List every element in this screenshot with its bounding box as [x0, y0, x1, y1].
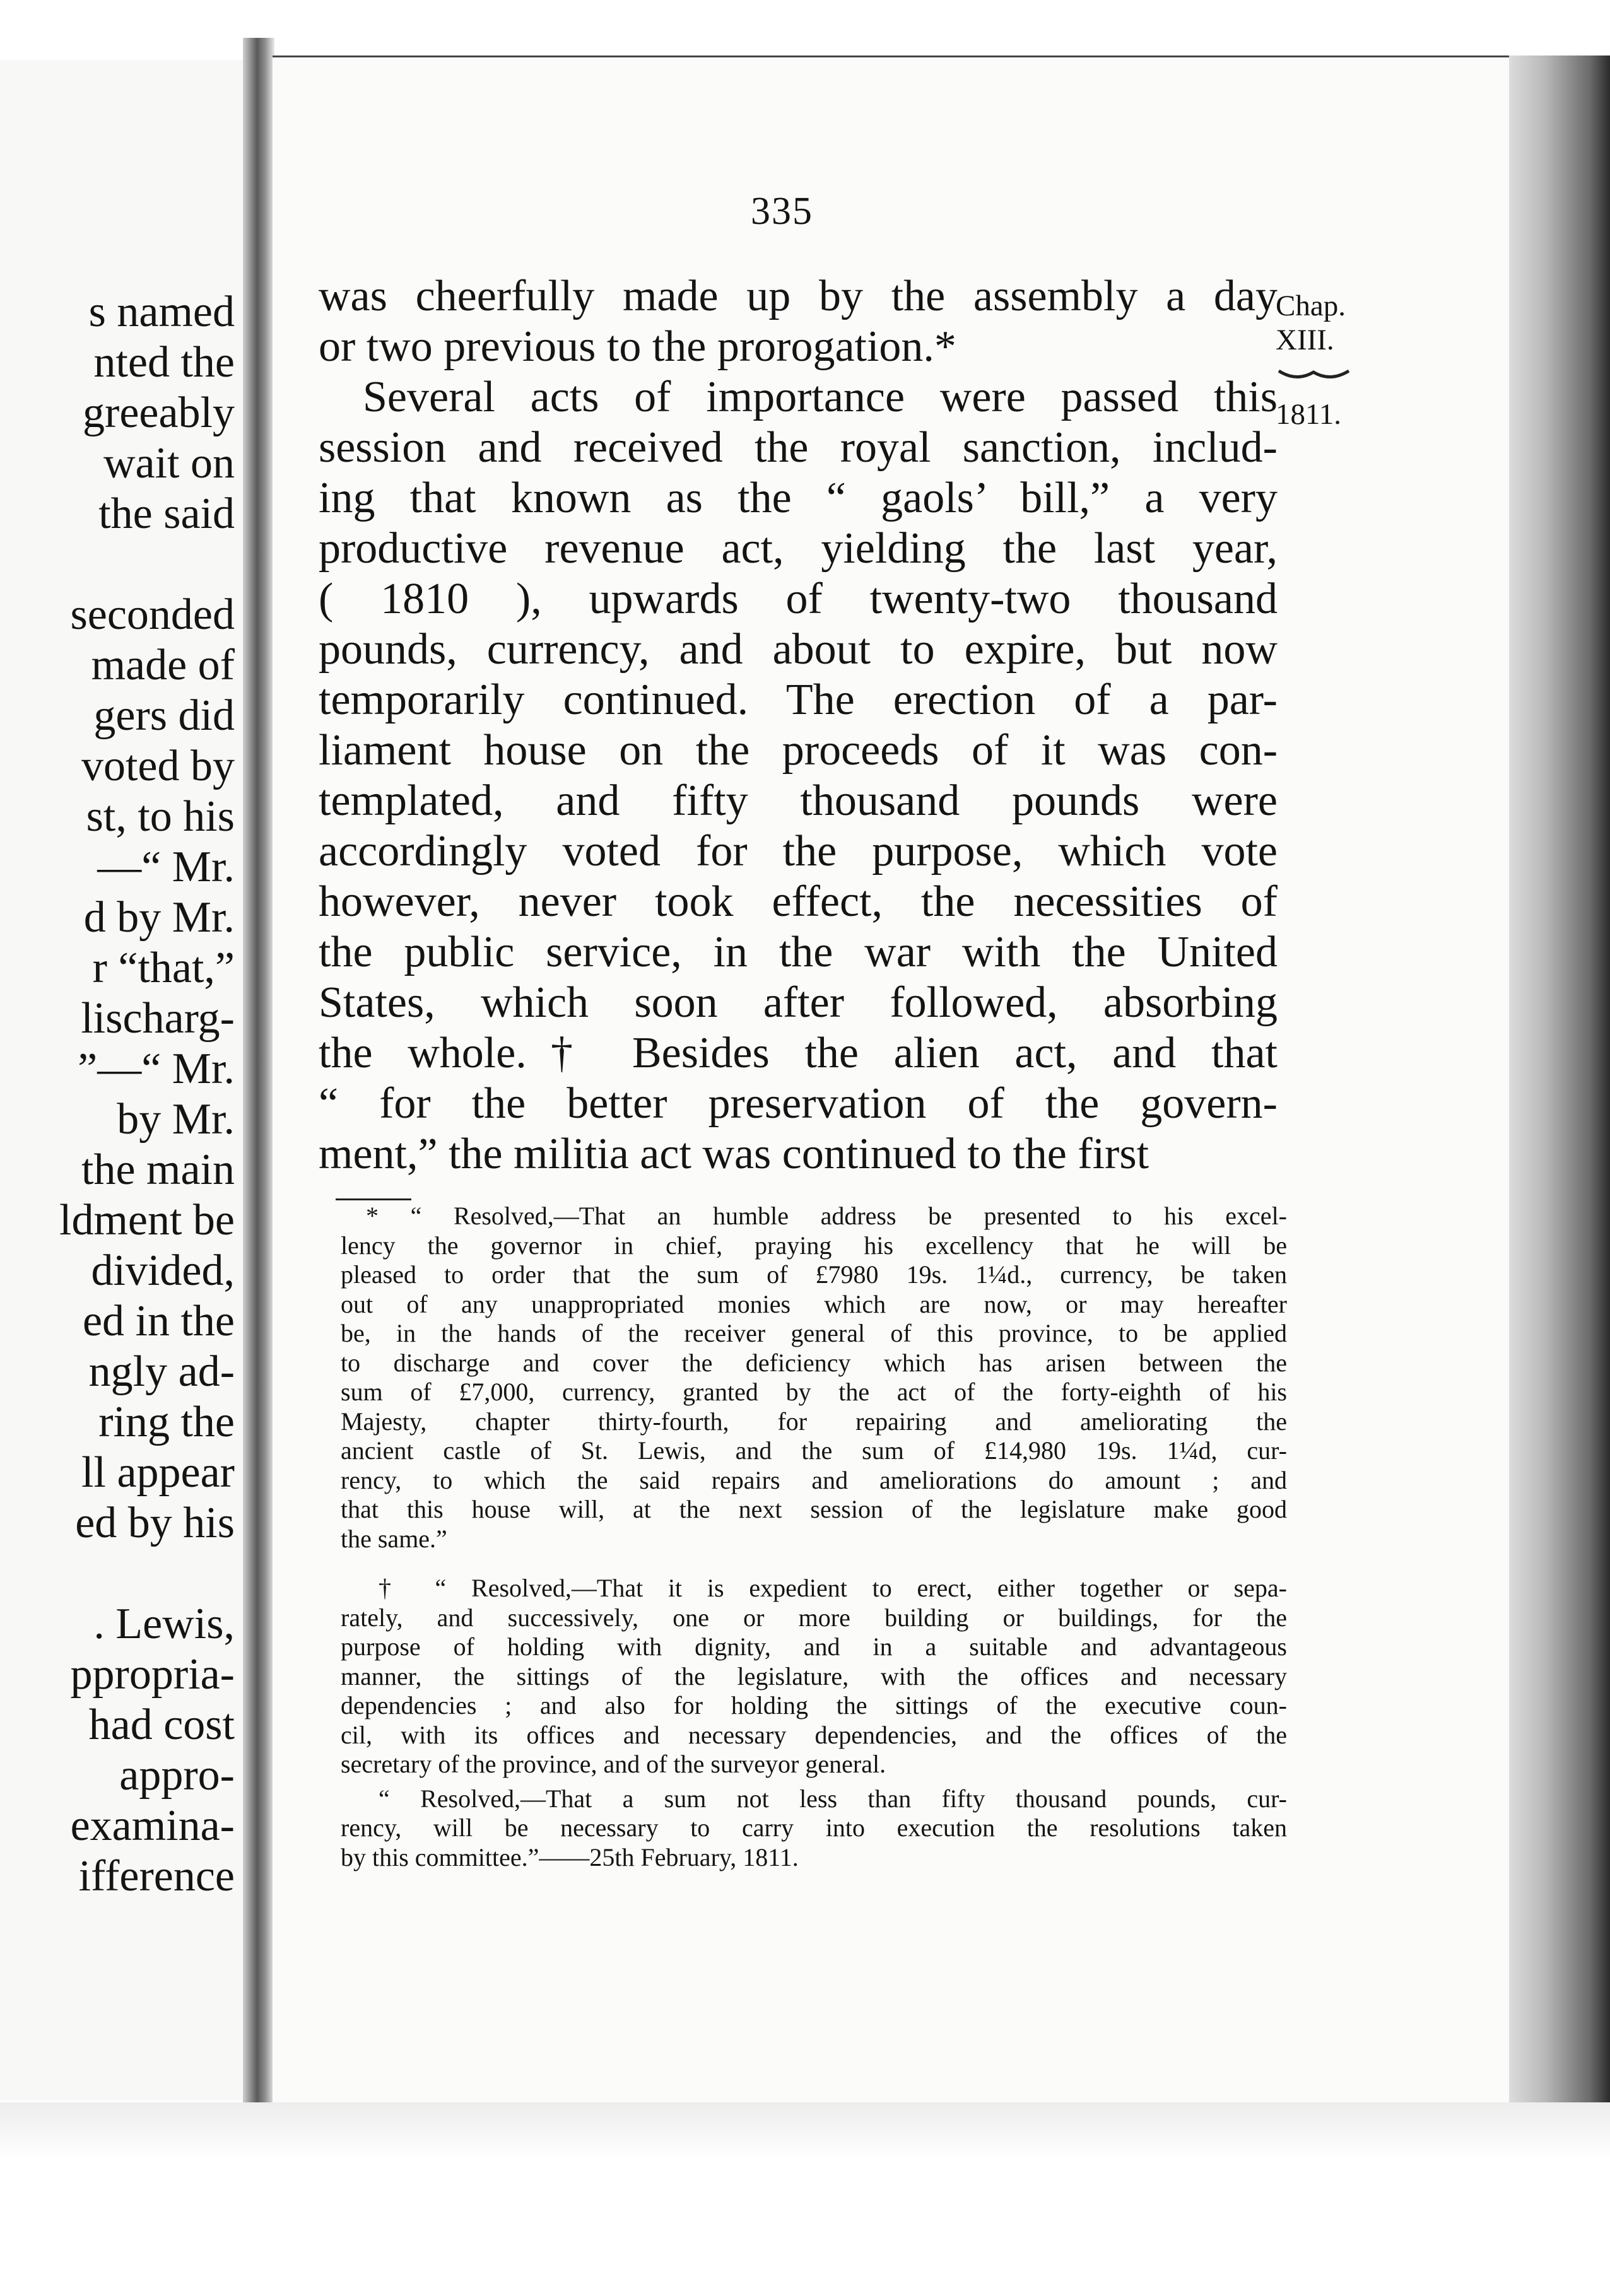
body-text-line: was cheerfully made up by the assembly a day: [319, 272, 1278, 320]
left-page-line: the main: [81, 1145, 235, 1194]
left-page-line: . Lewis,: [93, 1600, 235, 1648]
left-page-line: examina-: [70, 1801, 235, 1850]
footnote-line: purpose of holding with dignity, and in a suitable and advantageous: [341, 1632, 1287, 1661]
footnote-line: rately, and successively, one or more building or buildings, for the: [341, 1603, 1287, 1632]
footnote-line: out of any unappropriated monies which are now, or may hereafter: [341, 1289, 1287, 1318]
footnote-line: to discharge and cover the deficiency which has arisen between the: [341, 1348, 1287, 1377]
footnote-line: † “ Resolved,—That it is expedient to erect, either together or sepa-: [379, 1574, 1287, 1602]
left-page-line: nted the: [93, 338, 235, 387]
footnote-line: manner, the sittings of the legislature, with the offices and necessary: [341, 1661, 1287, 1690]
footnotes: [341, 1202, 1287, 1872]
body-text-line: the whole.† Besides the alien act, and that: [319, 1029, 1278, 1077]
footnote-line: lency the governor in chief, praying his excellency that he will be: [341, 1231, 1287, 1260]
margin-brace-ornament: [1278, 366, 1350, 385]
left-page-line: lischarg-: [81, 994, 235, 1043]
body-text-line: ment,” the militia act was continued to the first: [319, 1130, 1149, 1178]
left-page-line: divided,: [91, 1246, 235, 1295]
footnote-line: Majesty, chapter thirty-fourth, for repairing and ameliorating the: [341, 1407, 1287, 1436]
footnote-dagger: [341, 1574, 1287, 1779]
left-page-line: seconded: [70, 590, 235, 639]
left-page-line: wait on: [103, 439, 235, 488]
body-text-line: ing that known as the “ gaols’ bill,” a very: [319, 474, 1278, 522]
page-number: 335: [751, 190, 813, 233]
footnote-spacer: [341, 1554, 1287, 1574]
body-text-line: liament house on the proceeds of it was con-: [319, 726, 1278, 775]
body-text-line: ( 1810 ), upwards of twenty-two thousand: [319, 575, 1278, 623]
body-text-line: session and received the royal sanction, includ-: [319, 423, 1278, 472]
left-page-line: by Mr.: [117, 1095, 235, 1144]
footnote-line: rency, will be necessary to carry into execution the resolutions taken: [341, 1813, 1287, 1842]
main-body-text: [319, 271, 1278, 1180]
left-page-line: ring the: [98, 1398, 235, 1446]
left-page-line: ed by his: [75, 1499, 235, 1547]
footnote-line: ancient castle of St. Lewis, and the sum of £14,980 19s. 1¼d, cur-: [341, 1436, 1287, 1465]
body-text-line: “ for the better preservation of the govern-: [319, 1079, 1278, 1128]
margin-year: 1811.: [1276, 398, 1342, 431]
margin-chapter-number: XIII.: [1276, 324, 1334, 356]
left-page-line: ”—“ Mr.: [78, 1045, 235, 1093]
left-page-line: appro-: [119, 1751, 235, 1800]
footnote-line: pleased to order that the sum of £7980 19s. 1¼d., currency, be taken: [341, 1260, 1287, 1289]
left-page-line: —“ Mr.: [97, 843, 235, 891]
body-text-line: templated, and fifty thousand pounds were: [319, 776, 1278, 825]
footnote-asterisk: [341, 1202, 1287, 1554]
footnote-line: cil, with its offices and necessary dependencies, and the offices of the: [341, 1720, 1287, 1749]
left-page-line: r “that,”: [92, 944, 235, 992]
footnote-line: * “ Resolved,—That an humble address be presented to his excel-: [366, 1202, 1287, 1230]
body-text-line: accordingly voted for the purpose, which vote: [319, 827, 1278, 876]
footnote-rule: [336, 1198, 411, 1200]
body-text-line: productive revenue act, yielding the last year,: [319, 524, 1278, 573]
left-page-line: greeably: [83, 389, 235, 437]
left-page-line: ll appear: [81, 1448, 235, 1497]
footnote-line: rency, to which the said repairs and ameliorations do amount ; and: [341, 1465, 1287, 1494]
footnote-dagger-continuation: [341, 1784, 1287, 1873]
left-page-line: gers did: [93, 691, 235, 740]
footnote-line: the same.”: [341, 1524, 447, 1553]
left-page-line: made of: [91, 641, 235, 689]
left-page-line: had cost: [88, 1701, 235, 1749]
body-text-line: pounds, currency, and about to expire, but now: [319, 625, 1278, 674]
left-page-line: ed in the: [82, 1297, 235, 1345]
footnote-line: dependencies ; and also for holding the sittings of the executive coun-: [341, 1691, 1287, 1719]
scan-bottom-margin: [0, 2102, 1610, 2296]
left-page-fragment: [0, 60, 243, 2100]
left-page-line: ppropria-: [70, 1650, 235, 1699]
book-gutter: [243, 38, 274, 2113]
footnote-line: be, in the hands of the receiver general of this province, to be applied: [341, 1319, 1287, 1347]
footnote-line: “ Resolved,—That a sum not less than fifty thousand pounds, cur-: [379, 1784, 1287, 1813]
left-page-line: ifference: [78, 1852, 235, 1901]
footnote-line: sum of £7,000, currency, granted by the act of the forty-eighth of his: [341, 1378, 1287, 1406]
body-text-line: Several acts of importance were passed this: [363, 373, 1278, 421]
body-text-line: the public service, in the war with the United: [319, 928, 1278, 976]
body-text-line: temporarily continued. The erection of a par-: [319, 676, 1278, 724]
left-page-line: voted by: [81, 742, 235, 790]
left-page-line: d by Mr.: [83, 893, 235, 942]
left-page-line: st, to his: [86, 792, 235, 841]
page-edge-shadow: [1509, 56, 1610, 2102]
left-page-line: ngly ad-: [88, 1347, 235, 1396]
footnote-line: by this committee.”——25th February, 1811.: [341, 1842, 799, 1871]
body-text-line: however, never took effect, the necessities of: [319, 877, 1278, 926]
left-page-line: the said: [98, 489, 235, 538]
body-text-line: States, which soon after followed, absorbing: [319, 978, 1278, 1027]
left-page-line: ldment be: [59, 1196, 235, 1245]
footnote-line: that this house will, at the next session of the legislature make good: [341, 1495, 1287, 1523]
footnote-spacer: [341, 1779, 1287, 1784]
body-text-line: or two previous to the prorogation.*: [319, 322, 956, 371]
margin-chapter-label: Chap.: [1276, 290, 1346, 322]
footnote-line: secretary of the province, and of the surveyor general.: [341, 1750, 886, 1778]
left-page-line: s named: [88, 288, 235, 336]
